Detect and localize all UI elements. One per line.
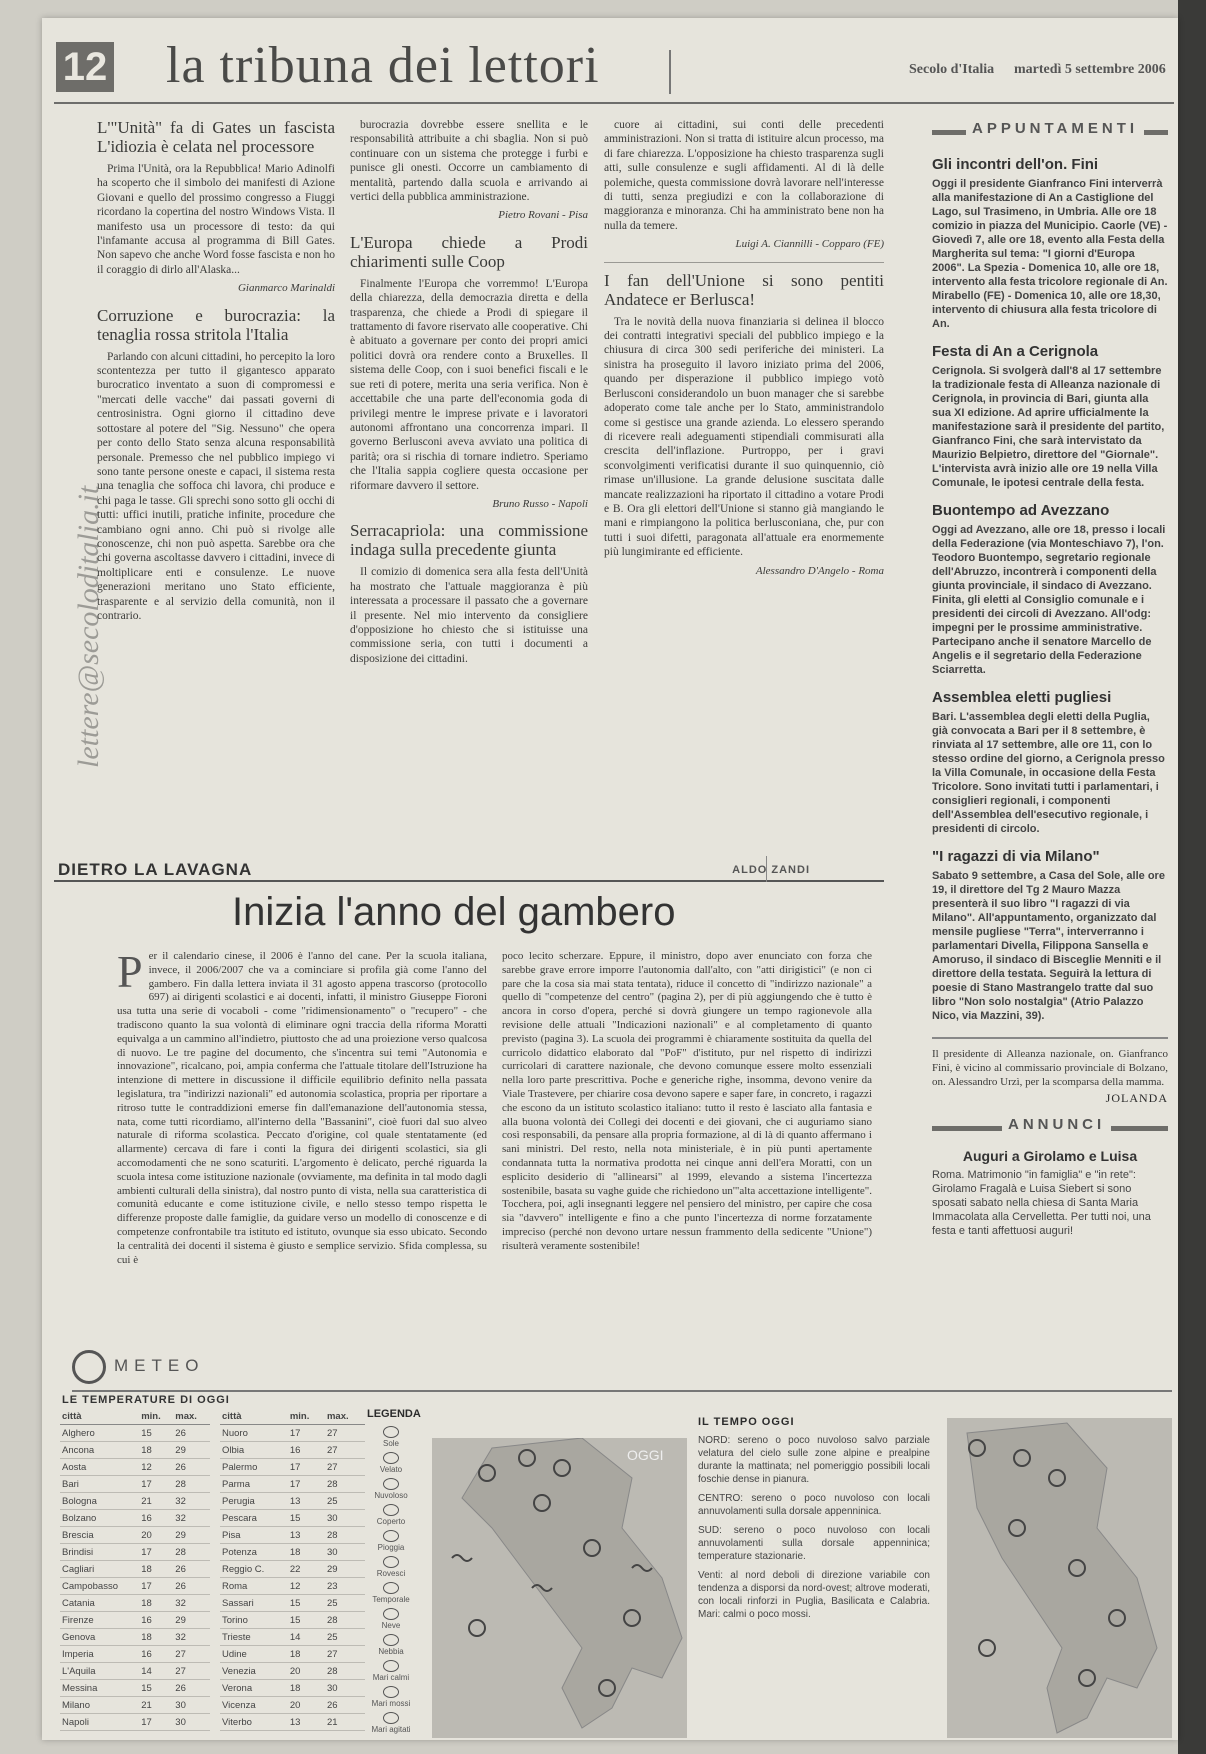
weather-symbol-icon — [383, 1504, 399, 1516]
min-temp: 18 — [288, 1680, 325, 1697]
city-row — [60, 1425, 210, 1442]
city-name: Palermo — [220, 1459, 288, 1476]
city-row — [60, 1476, 210, 1493]
page-shadow-edge — [1178, 0, 1206, 1754]
city-row — [220, 1510, 365, 1527]
max-temp: 32 — [173, 1510, 210, 1527]
city-name: Olbia — [220, 1442, 288, 1459]
city-name: Napoli — [60, 1714, 139, 1731]
col-header: città — [60, 1410, 139, 1425]
max-temp: 23 — [325, 1578, 365, 1595]
legend-item — [367, 1634, 415, 1656]
event-body: Bari. L'assemblea degli eletti della Puglia, già convocata a Bari per il 8 settembre, è rinviata al 17 settembre, alle ore 11, con lo stesso ordine del giorno, a Cerignola presso la Villa Comunale, in occasione della Festa Tricolore. Sono invitati tutti i parlamentari, i consiglieri regionali, i componenti dell'Assemblea dell'esecutivo regionale, i presidenti di circolo. — [932, 711, 1165, 835]
note-signature: JOLANDA — [1105, 1091, 1168, 1105]
col-header: min. — [288, 1410, 325, 1425]
weather-symbol-icon — [383, 1478, 399, 1490]
italy-weather-map — [432, 1438, 687, 1738]
max-temp: 27 — [325, 1425, 365, 1442]
event-body: Oggi il presidente Gianfranco Fini interverrà alla manifestazione di An a Castiglione del Lago, sul Trasimeno, in Umbria. Alle ore 18 comizio in piazza del Municipio. Caorle (VE) - Giovedì 7, alle ore 18, evento alla Festa della Margherita sul tema: "I giorni d'Europa 2006". La Spezia - Domenica 10, alle ore 18, intervento alla festa tricolore regionale di An. Mirabello (FE) - Domenica 10, alle ore 18,30, intervento di chiusura alla festa tricolore di An. — [932, 178, 1168, 330]
city-name: Alghero — [60, 1425, 139, 1442]
max-temp: 28 — [325, 1612, 365, 1629]
city-row — [60, 1493, 210, 1510]
divider — [604, 262, 884, 263]
appointments-header — [932, 120, 1168, 144]
min-temp: 20 — [288, 1697, 325, 1714]
weather-symbol-icon — [383, 1608, 399, 1620]
city-row — [60, 1697, 210, 1714]
max-temp: 32 — [173, 1629, 210, 1646]
article-body: Finalmente l'Europa che vorremmo! L'Europa della chiarezza, della democrazia diretta e della trasparenza, che chiede a Prodi di spiegare il trattamento di favore riservato alle cooperative. Chi è abituato a governare per conto dei propri amici politici dovrà ora rendere conto a Bruxelles. Il sistema delle Coop, con i suoi benefici fiscali e le sue reti di potere, merita una seria verifica. Non è accettabile che una parte dell'economia goda di privilegi mentre le imprese private e i lavoratori autonomi affrontano una concorrenza impari. Il governo Berlusconi aveva avviato una politica di parità; ora si rischia di tornare indietro. Speriamo che l'Italia sappia cogliere questa occasione per riformare davvero il settore. — [350, 277, 588, 492]
max-temp: 26 — [173, 1561, 210, 1578]
city-row — [220, 1459, 365, 1476]
city-name: Bari — [60, 1476, 139, 1493]
min-temp: 15 — [288, 1595, 325, 1612]
masthead — [54, 32, 1174, 104]
masthead-divider — [669, 50, 671, 94]
weather-symbol-icon — [383, 1582, 399, 1594]
city-name: Vicenza — [220, 1697, 288, 1714]
min-temp: 17 — [288, 1476, 325, 1493]
city-row — [60, 1459, 210, 1476]
min-temp: 16 — [288, 1442, 325, 1459]
max-temp: 30 — [325, 1680, 365, 1697]
city-name: Bologna — [60, 1493, 139, 1510]
email-text: lettere@secoloditalia.it — [72, 485, 105, 768]
event-title: "I ragazzi di via Milano" — [932, 848, 1100, 865]
event-title: Gli incontri dell'on. Fini — [932, 156, 1099, 173]
city-row — [220, 1697, 365, 1714]
min-temp: 17 — [139, 1544, 173, 1561]
city-row — [60, 1629, 210, 1646]
legend-label: Mari mossi — [371, 1699, 411, 1708]
city-row — [60, 1561, 210, 1578]
column-3 — [604, 118, 884, 588]
min-temp: 17 — [139, 1714, 173, 1731]
max-temp: 32 — [173, 1493, 210, 1510]
appointments-sidebar — [932, 120, 1168, 1238]
col-header: min. — [139, 1410, 173, 1425]
city-name: Trieste — [220, 1629, 288, 1646]
max-temp: 27 — [173, 1663, 210, 1680]
min-temp: 20 — [288, 1663, 325, 1680]
city-name: Cagliari — [60, 1561, 139, 1578]
min-temp: 13 — [288, 1714, 325, 1731]
max-temp: 26 — [173, 1680, 210, 1697]
max-temp: 28 — [173, 1544, 210, 1561]
legend-label: Nebbia — [378, 1647, 404, 1656]
max-temp: 30 — [325, 1544, 365, 1561]
article-title: L'"Unità" fa di Gates un fascista L'idiozia è celata nel processore — [97, 118, 335, 156]
article-title: Serracapriola: una commissione indaga sulla precedente giunta — [350, 521, 588, 560]
min-temp: 21 — [139, 1493, 173, 1510]
legend-item — [367, 1556, 415, 1578]
announcements — [932, 1116, 1168, 1238]
max-temp: 29 — [173, 1612, 210, 1629]
legend-item — [367, 1530, 415, 1552]
paper-name: Secolo d'Italia — [909, 62, 995, 77]
col-header: max. — [173, 1410, 210, 1425]
min-temp: 15 — [139, 1680, 173, 1697]
weather-symbol-icon — [383, 1452, 399, 1464]
dietro-band — [54, 856, 884, 882]
drop-cap: P — [117, 946, 143, 997]
legend-item — [367, 1504, 415, 1526]
max-temp: 21 — [325, 1714, 365, 1731]
announcements-label: ANNUNCI — [1002, 1116, 1111, 1133]
event-body: Oggi ad Avezzano, alle ore 18, presso i locali della Federazione (via Monteschiavo 7), l'on. Teodoro Buontempo, segretario regionale dell'Abruzzo, incontrerà i componenti della giunta provinciale, il sindaco di Avezzano. Finita, gli eletti al Consiglio comunale e i presidenti dei circoli di Avezzano. All'odg: impegni per le prossime amministrative. Partecipano anche il senatore Marcello de Angelis e il segretario della Federazione Sciarretta. — [932, 524, 1166, 676]
article-body: cuore ai cittadini, sui conti delle precedenti amministrazioni. Non si tratta di istituire alcun processo, ma di fare chiarezza. L'opposizione ha chiesto trasparenza sugli atti, sulle consulenze e sugli affidamenti. Al di là delle polemiche, questa commissione dovrà lavorare nell'interesse di tutti, senza pregiudizi e con la collaborazione di maggioranza e minoranza. Chi ha amministrato bene non ha nulla da temere. — [604, 119, 884, 232]
event-body: Sabato 9 settembre, a Casa del Sole, alle ore 19, il direttore del Tg 2 Mauro Mazza presenterà il suo libro "I ragazzi di via Milano". All'appuntamento, organizzato dal mensile pugliese "Terra", interverranno i parlamentari Divella, Filippona Sansella e Amoruso, il sindaco di Bisceglie Menniti e il direttore della testata. Seguirà la lettura di poesie di Stano Mastrangelo tratte dal suo libro "Non solo nostalgia" (Atrio Palazzo Nico, via Mazzini, 39). — [932, 870, 1165, 1022]
city-name: Nuoro — [220, 1425, 288, 1442]
city-row — [60, 1595, 210, 1612]
min-temp: 17 — [288, 1459, 325, 1476]
city-row — [60, 1544, 210, 1561]
min-temp: 16 — [139, 1510, 173, 1527]
dietro-text-2: poco lecito scherzare. Eppure, il ministro, dopo aver enunciato con forza che sarebbe grave errore imporre l'autonomia dall'alto, con "atti dirigistici" (e non ci pare che la cosa sia mai stata tentata), riduce il concetto di "indirizzo nazionale" a quello di "competenze del centro" (pagina 2), per di più aggiungendo che è tutto è ancora in corso d'opera, perché si dovrà giungere un tempo ragionevole alla revisione delle attuali "Indicazioni nazionali" e al completamento di quanto previsto (pagina 3). La scuola dei programmi è chiaramente sostituita da quella del curricolo didattico elaborato dal "PoF" d'istituto, pur nel rispetto di indirizzi curricolari di carattere nazionale, che devono comunque essere molto essenziali nella loro parte prescrittiva. Poche e generiche righe, insomma, devono venire da Viale Trastevere, per chiarire cosa devono sapere e saper fare, in concreto, i ragazzi che escono da un istituto scolastico italiano: tutto il resto è lasciato alla fantasia e alla buona volontà dei Collegi dei docenti e dei giovani, che ci auguriamo siano così responsabili, da pensare alla propria formazione, al di là di quanto affermano i sani ministri. Del resto, nella nota ministeriale, è in più punti apertamente condannata tutta la normativa prodotta nei cinque anni dell'era Moratti, con un esplicito desiderio di "allinearsi" al 1999, elevando a sistema l'incertezza sostenibile, basata su vaghe guide che richiedono un'"alta accettazione intelligente". Tocchera, poi, agli insegnanti leggere nel pensiero del ministro, per capire che cosa sia "davvero" intelligente e fino a che punto l'incertezza di norme forzatamente impreciso (perché non devono urtare nessun frammento della sedicente "Unione") risulterà veramente sostenibile! — [502, 950, 872, 1252]
max-temp: 26 — [173, 1459, 210, 1476]
weather-symbol-icon — [383, 1686, 399, 1698]
city-row — [60, 1714, 210, 1731]
page-number: 12 — [56, 42, 114, 92]
city-row — [220, 1714, 365, 1731]
min-temp: 13 — [288, 1493, 325, 1510]
announcement-title: Auguri a Girolamo e Luisa — [962, 1148, 1138, 1164]
article-signature: Luigi A. Ciannilli - Copparo (FE) — [735, 238, 884, 251]
meteo-header — [72, 1350, 222, 1384]
article-signature: Alessandro D'Angelo - Roma — [755, 564, 884, 577]
legend-label: Neve — [381, 1621, 401, 1630]
sea-wave-icon — [452, 1555, 472, 1561]
weather-symbol-icon — [383, 1712, 399, 1724]
main-headline: Inizia l'anno del gambero — [232, 890, 676, 934]
newspaper-page — [42, 18, 1178, 1740]
article-body: Prima l'Unità, ora la Repubblica! Mario Adinolfi ha scoperto che il simbolo dei manifesti di Azione Giovani e quello del prossimo congresso a Fiuggi ricordano la copertina del nostro Windows Vista. Il manifesto usa un processore di testo: da qui l'infamante accusa al programma di Bill Gates. Non sapevo che anche Word fosse fascista e non ho il coraggio di dirlo all'Alaska... — [97, 163, 335, 276]
max-temp: 30 — [173, 1714, 210, 1731]
city-name: Pisa — [220, 1527, 288, 1544]
min-temp: 18 — [139, 1561, 173, 1578]
column-author: ALDO ZANDI — [732, 864, 810, 876]
city-name: Udine — [220, 1646, 288, 1663]
city-row — [220, 1425, 365, 1442]
city-name: Firenze — [60, 1612, 139, 1629]
legend-item — [367, 1478, 415, 1500]
max-temp: 32 — [173, 1595, 210, 1612]
city-name: Ancona — [60, 1442, 139, 1459]
city-row — [220, 1663, 365, 1680]
min-temp: 15 — [139, 1425, 173, 1442]
city-row — [60, 1527, 210, 1544]
min-temp: 16 — [139, 1612, 173, 1629]
city-name: Sassari — [220, 1595, 288, 1612]
sun-icon — [72, 1350, 106, 1384]
event-title: Assemblea eletti pugliesi — [932, 689, 1112, 706]
italy-forecast-map — [947, 1418, 1172, 1738]
city-row — [60, 1442, 210, 1459]
max-temp: 26 — [325, 1697, 365, 1714]
city-name: Brescia — [60, 1527, 139, 1544]
legend-label: Temporale — [372, 1595, 410, 1604]
tempo-paragraph: CENTRO: sereno o poco nuvoloso con locali annuvolamenti sulla dorsale appenninica. — [698, 1493, 930, 1517]
weather-symbol-icon — [383, 1634, 399, 1646]
max-temp: 29 — [325, 1561, 365, 1578]
tempo-body — [698, 1434, 930, 1627]
article-signature: Pietro Rovani - Pisa — [498, 209, 588, 222]
legend-item — [367, 1712, 415, 1734]
min-temp: 18 — [288, 1544, 325, 1561]
city-row — [220, 1442, 365, 1459]
italy-shape — [967, 1423, 1157, 1733]
max-temp: 27 — [325, 1442, 365, 1459]
max-temp: 28 — [325, 1663, 365, 1680]
city-name: L'Aquila — [60, 1663, 139, 1680]
legend-label: Rovesci — [376, 1569, 406, 1578]
article-body: burocrazia dovrebbe essere snellita e le responsabilità attribuite a chi sbaglia. Non si può continuare con un sistema che protegge i furbi e punisce gli onesti. Occorre un cambiamento di mentalità, partendo dalla scuola e arrivando ai vertici della pubblica amministrazione. — [350, 119, 588, 204]
min-temp: 21 — [139, 1697, 173, 1714]
article-body: Il comizio di domenica sera alla festa dell'Unità ha mostrato che l'attuale maggioranza è più interessata a processare il passato che a governare il presente. Nel mio intervento da consigliere d'opposizione ho chiesto che si istituisse una commissione seria, con tutti i documenti a disposizione dei cittadini. — [350, 566, 588, 665]
article-title: I fan dell'Unione si sono pentiti Andatece er Berlusca! — [604, 270, 884, 309]
legend-label: Mari calmi — [372, 1673, 410, 1682]
city-name: Pescara — [220, 1510, 288, 1527]
tempo-paragraph: NORD: sereno o poco nuvoloso salvo parziale velatura del cielo sulle zone alpine e prealpine durante la mattinata; nel pomeriggio possibili locali foschie dense in pianura. — [698, 1435, 930, 1485]
map2-drawing — [947, 1418, 1172, 1738]
min-temp: 18 — [139, 1442, 173, 1459]
max-temp: 26 — [173, 1578, 210, 1595]
min-temp: 15 — [288, 1612, 325, 1629]
city-row — [220, 1595, 365, 1612]
min-temp: 14 — [288, 1629, 325, 1646]
weather-symbol-icon — [383, 1660, 399, 1672]
col-header: città — [220, 1410, 288, 1425]
city-name: Perugia — [220, 1493, 288, 1510]
legend-item — [367, 1608, 415, 1630]
weather-symbol-icon — [383, 1426, 399, 1438]
max-temp: 28 — [173, 1476, 210, 1493]
city-name: Brindisi — [60, 1544, 139, 1561]
italy-shape — [462, 1438, 682, 1728]
dietro-column-2 — [502, 950, 872, 1254]
city-row — [220, 1646, 365, 1663]
city-name: Imperia — [60, 1646, 139, 1663]
max-temp: 29 — [173, 1527, 210, 1544]
city-name: Viterbo — [220, 1714, 288, 1731]
announcement-body: Roma. Matrimonio "in famiglia" e "in rete": Girolamo Fragalà e Luisa Siebert si sono sposati sabato nella chiesa di Santa Maria Immacolata alla Cervelletta. Per tutti noi, una festa e tanti affettuosi auguri! — [932, 1169, 1151, 1237]
sun-icon — [469, 1620, 485, 1636]
map-drawing — [432, 1438, 687, 1738]
dietro-text-1: er il calendario cinese, il 2006 è l'anno del cane. Per la scuola italiana, invece, il 2006/2007 che va a cominciare si profila già come l'anno del gambero. Fin dalla lettera inviata il 31 agosto appena trascorso (protocollo 697) ai dirigenti scolastici e ai docenti, infatti, il ministro Giuseppe Fioroni usa tutta una serie di vocaboli - come "ridimensionamento" o "recupero" - che tradiscono quanto la sua volontà di eliminare ogni traccia della riforma Moratti equivalga a un cammino all'indietro, piuttosto che ad una proiezione verso qualcosa di nuovo. Le tre pagine del documento, che s'incentra sui temi "Autonomia e innovazione", ricalcano, poi, ampia conferma che l'attuale titolare dell'Istruzione ha intenzione di mettere in discussione il difficile equilibrio definito nella passata legislatura, tra "indirizzi nazionali" ed autonomia scolastica, propria per riportare a ritroso tutte le contraddizioni emerse fin dall'emanazione dell'autonomia stessa, nata, come tutti ricordiamo, all'interno della "Bassanini", cioè fuori dal suo alveo naturale di riforma scolastica. Peccato d'origine, col quale stentatamente (ed allarmente) cercava di fare i conti la figura dei dirigenti scolastici, sia gli accomodamenti che ne sono scaturiti. L'argomento è delicato, perché riguarda la scuola intesa come istituzione nazionale (ovviamente, ma definita in tal modo dagli ambienti culturali della sinistra), dal nostro punto di vista, nella sua caratteristica di comunità educante e come istituzione civile, e nello stesso tempo rispetta le differenze proposte dalle famiglie, da guidare verso un modello di conoscenze e di competenze confrontabile tra istituto ed istituto, ovunque sia esso ubicato. Secondo la centralità dei docenti il sistema è giusto e semplice servizio. Sfida complessa, su cui è — [117, 950, 487, 1266]
legend-label: Mari agitati — [371, 1725, 411, 1734]
legend-item — [367, 1582, 415, 1604]
legend-label: Nuvoloso — [374, 1491, 408, 1500]
legend-item — [367, 1686, 415, 1708]
event-body: Cerignola. Si svolgerà dall'8 al 17 settembre la tradizionale festa di Alleanza nazionale di Cerignola, in provincia di Bari, giunta alla sua XI edizione. Ad aprire ufficialmente la manifestazione sarà il presidente del partito, Gianfranco Fini, che sarà intervistato da Maurizio Belpietro, direttore del "Giornale". L'intervista avrà inizio alle ore 19 nella Villa Comunale, le ipotesi centrale della festa. — [932, 365, 1165, 489]
article-signature: Gianmarco Marinaldi — [237, 282, 335, 295]
event-title: Buontempo ad Avezzano — [932, 502, 1110, 519]
tempo-paragraph: Venti: al nord deboli di direzione variabile con tendenza a disporsi da nord-ovest; altrove moderati, con locali rinforzi in Puglia, Basilicata e Calabria. Mari: calmi o poco mossi. — [698, 1570, 930, 1620]
section-title: la tribuna dei lettori — [166, 37, 600, 94]
temps-table-left — [60, 1410, 210, 1731]
city-name: Potenza — [220, 1544, 288, 1561]
city-row — [60, 1510, 210, 1527]
max-temp: 27 — [325, 1459, 365, 1476]
legend-title: LEGENDA — [367, 1408, 421, 1420]
temps-title: LE TEMPERATURE DI OGGI — [62, 1394, 230, 1406]
city-name: Reggio C. — [220, 1561, 288, 1578]
min-temp: 22 — [288, 1561, 325, 1578]
issue-date: martedì 5 settembre 2006 — [1014, 62, 1166, 77]
weather-symbol-icon — [383, 1556, 399, 1568]
column-label: DIETRO LA LAVAGNA — [58, 860, 253, 879]
legend-label: Coperto — [376, 1517, 406, 1526]
column-1 — [97, 118, 335, 627]
min-temp: 18 — [288, 1646, 325, 1663]
city-row — [220, 1561, 365, 1578]
min-temp: 18 — [139, 1629, 173, 1646]
city-row — [220, 1578, 365, 1595]
meteo-divider — [72, 1390, 1172, 1392]
max-temp: 27 — [325, 1646, 365, 1663]
article-body: Tra le novità della nuova finanziaria si delinea il blocco dei contratti integrativi speciali del pubblico impiego e la chiusura di circa 300 sedi periferiche dei ministeri. La sinistra ha proseguito il lavoro iniziato prima del 2006, quando per disperazione il pubblico impiego votò Berlusconi considerandolo un buon manager che si sarebbe adoperato come tale anche per lo Stato, amministrandolo come si gestisce una grande azienda. Lo elessero sperando di ricevere reali adeguamenti stipendiali commisurati alla crescita dell'inflazione. Purtroppo, per i gravi sconvolgimenti verificatisi durante il suo quinquennio, ciò rimase un'illusione. La grande delusione suscitata dalle mancate realizzazioni ha riportato il cittadino a votare Prodi e B. Ora gli elettori dell'Unione si stanno già mangiando le mani e rimpiangono la politica berlusconiana, che, pur con tutti i suoi difetti, paragonata all'attuale era enormemente più lungimirante ed efficiente. — [604, 315, 884, 559]
city-name: Torino — [220, 1612, 288, 1629]
city-name: Aosta — [60, 1459, 139, 1476]
legend-item — [367, 1426, 415, 1448]
min-temp: 14 — [139, 1663, 173, 1680]
article-title: Corruzione e burocrazia: la tenaglia rossa stritola l'Italia — [97, 305, 335, 344]
sun-icon — [979, 1640, 995, 1656]
city-row — [220, 1680, 365, 1697]
city-name: Milano — [60, 1697, 139, 1714]
city-row — [60, 1612, 210, 1629]
weather-symbol-icon — [383, 1530, 399, 1542]
min-temp: 16 — [139, 1646, 173, 1663]
city-name: Catania — [60, 1595, 139, 1612]
max-temp: 25 — [325, 1629, 365, 1646]
city-name: Parma — [220, 1476, 288, 1493]
min-temp: 20 — [139, 1527, 173, 1544]
condolence-note: Il presidente di Alleanza nazionale, on. Gianfranco Fini, è vicino al commissario provinciale di Bolzano, on. Alessandro Urzì, per la scomparsa della mamma. — [932, 1037, 1168, 1089]
city-row — [60, 1646, 210, 1663]
city-row — [220, 1544, 365, 1561]
city-row — [220, 1527, 365, 1544]
city-name: Verona — [220, 1680, 288, 1697]
city-row — [60, 1663, 210, 1680]
max-temp: 27 — [173, 1646, 210, 1663]
city-name: Roma — [220, 1578, 288, 1595]
dietro-column-1 — [117, 946, 487, 1267]
max-temp: 25 — [325, 1595, 365, 1612]
max-temp: 29 — [173, 1442, 210, 1459]
max-temp: 26 — [173, 1425, 210, 1442]
max-temp: 30 — [325, 1510, 365, 1527]
min-temp: 17 — [139, 1476, 173, 1493]
tempo-paragraph: SUD: sereno o poco nuvoloso con locali annuvolamenti sulla dorsale appenninica; temperature stazionarie. — [698, 1525, 930, 1562]
city-row — [220, 1612, 365, 1629]
min-temp: 17 — [139, 1578, 173, 1595]
city-name: Campobasso — [60, 1578, 139, 1595]
city-name: Bolzano — [60, 1510, 139, 1527]
city-row — [220, 1476, 365, 1493]
legend-item — [367, 1452, 415, 1474]
legend-label: Sole — [382, 1439, 399, 1448]
max-temp: 28 — [325, 1476, 365, 1493]
city-name: Messina — [60, 1680, 139, 1697]
column-2 — [350, 118, 588, 670]
article-signature: Bruno Russo - Napoli — [492, 497, 588, 510]
temps-table-right — [220, 1410, 365, 1731]
article-body: Parlando con alcuni cittadini, ho percepito la loro scontentezza per tutto il gigantesco apparato burocratico inventato a suon di compromessi e "mercati delle vacche" dai passati governi di centrosinistra. Ogni giorno il cittadino deve sottostare al potere del "Sig. Nessuno" che opera per conto dello Stato senza alcuna responsabilità personale. Premesso che nel pubblico impiego vi sono tante persone oneste e capaci, il sistema resta una tenaglia che soffoca chi lavora, chi produce e chi paga le tasse. Gli sprechi sono sotto gli occhi di tutti: uffici inutili, pratiche infinite, procedure che cambiano ogni anno. Chi può si rivolge alle conoscenze, chi non può aspetta. Sarebbe ora che chi governa ascoltasse davvero i cittadini, invece di moltiplicare enti e consulenze. Le nuove generazioni meritano uno Stato efficiente, trasparente e al servizio della comunità, non il contrario. — [97, 350, 335, 622]
city-name: Genova — [60, 1629, 139, 1646]
city-name: Venezia — [220, 1663, 288, 1680]
legend-label: Pioggia — [377, 1543, 405, 1552]
min-temp: 17 — [288, 1425, 325, 1442]
event-title: Festa di An a Cerignola — [932, 343, 1099, 360]
min-temp: 12 — [288, 1578, 325, 1595]
announcements-header — [932, 1116, 1168, 1140]
max-temp: 25 — [325, 1493, 365, 1510]
max-temp: 28 — [325, 1527, 365, 1544]
legend-label: Velato — [379, 1465, 403, 1474]
col-header: max. — [325, 1410, 365, 1425]
article-title: L'Europa chiede a Prodi chiarimenti sulle Coop — [350, 232, 588, 271]
min-temp: 15 — [288, 1510, 325, 1527]
tempo-title: IL TEMPO OGGI — [698, 1416, 795, 1428]
max-temp: 30 — [173, 1697, 210, 1714]
min-temp: 18 — [139, 1595, 173, 1612]
min-temp: 12 — [139, 1459, 173, 1476]
min-temp: 13 — [288, 1527, 325, 1544]
city-row — [60, 1578, 210, 1595]
map-label: OGGI — [627, 1447, 664, 1463]
legend-item — [367, 1660, 415, 1682]
city-row — [220, 1493, 365, 1510]
city-row — [220, 1629, 365, 1646]
meteo-label: METEO — [114, 1356, 205, 1375]
city-row — [60, 1680, 210, 1697]
appointments-label: APPUNTAMENTI — [966, 120, 1144, 137]
